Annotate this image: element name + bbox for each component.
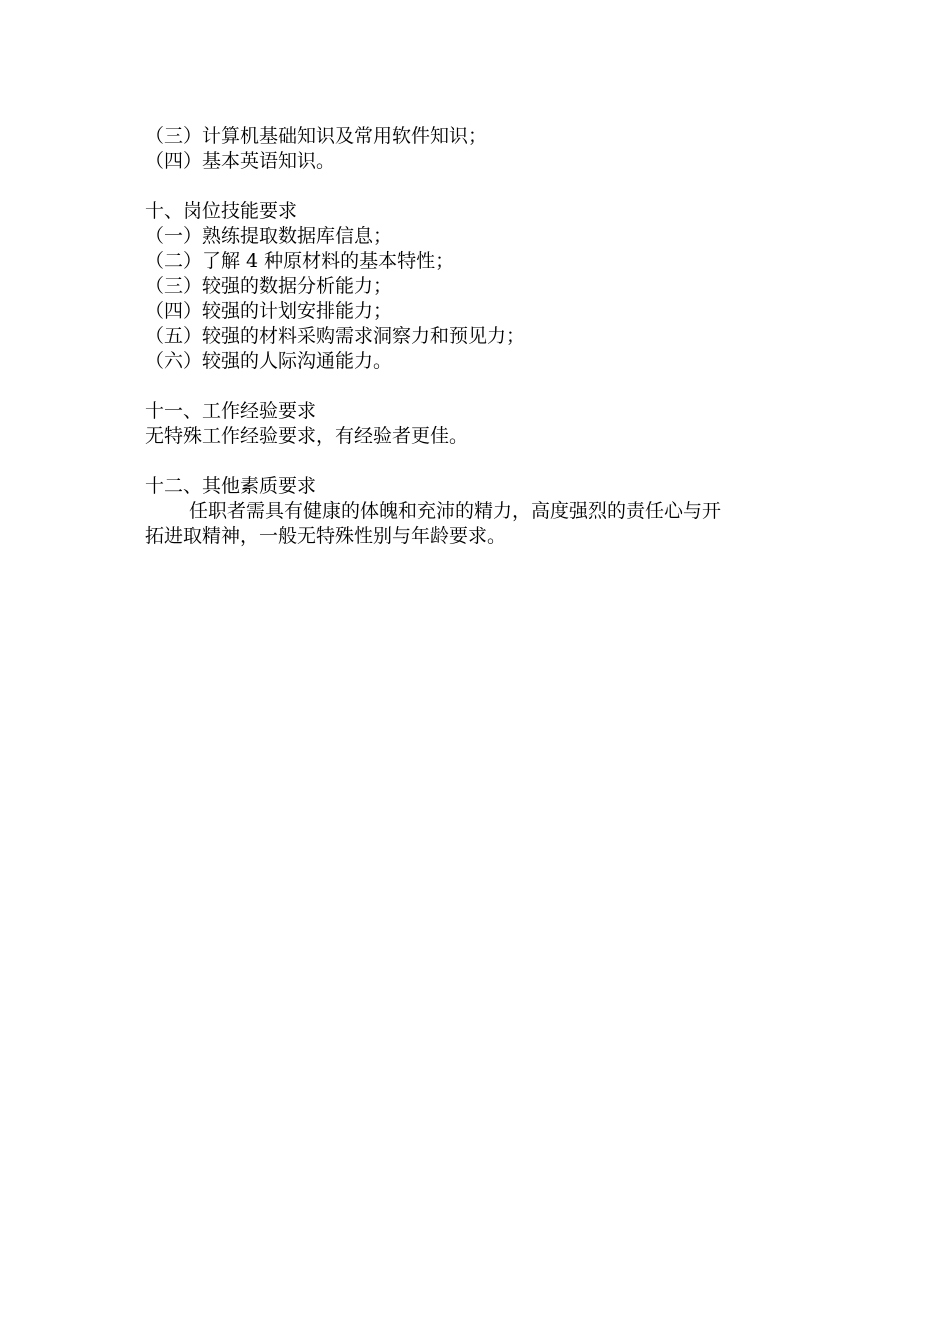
document-body	[145, 124, 810, 549]
section-11	[145, 399, 810, 449]
section-body-line-2: 拓进取精神，一般无特殊性别与年龄要求。	[145, 525, 507, 547]
list-item: （一）熟练提取数据库信息；	[145, 225, 393, 247]
paragraph-gap	[145, 374, 810, 399]
section-heading: 十、岗位技能要求	[145, 200, 298, 222]
paragraph-gap	[145, 174, 810, 199]
section-heading: 十二、其他素质要求	[145, 475, 317, 497]
paragraph-gap	[145, 449, 810, 474]
list-item: （四）较强的计划安排能力；	[145, 300, 393, 322]
section-10	[145, 199, 810, 374]
section-12	[145, 474, 810, 549]
section-heading: 十一、工作经验要求	[145, 400, 317, 422]
list-item: （五）较强的材料采购需求洞察力和预见力；	[145, 325, 526, 347]
list-item: （四）基本英语知识。	[145, 150, 336, 172]
list-item: （三）较强的数据分析能力；	[145, 275, 393, 297]
list-item: （二）了解 4 种原材料的基本特性；	[145, 250, 455, 272]
list-item: （三）计算机基础知识及常用软件知识；	[145, 125, 488, 147]
section-9-tail	[145, 124, 810, 174]
list-item: （六）较强的人际沟通能力。	[145, 350, 393, 372]
section-body: 无特殊工作经验要求，有经验者更佳。	[145, 425, 469, 447]
section-body-line-1: 任职者需具有健康的体魄和充沛的精力，高度强烈的责任心与开	[189, 500, 722, 522]
